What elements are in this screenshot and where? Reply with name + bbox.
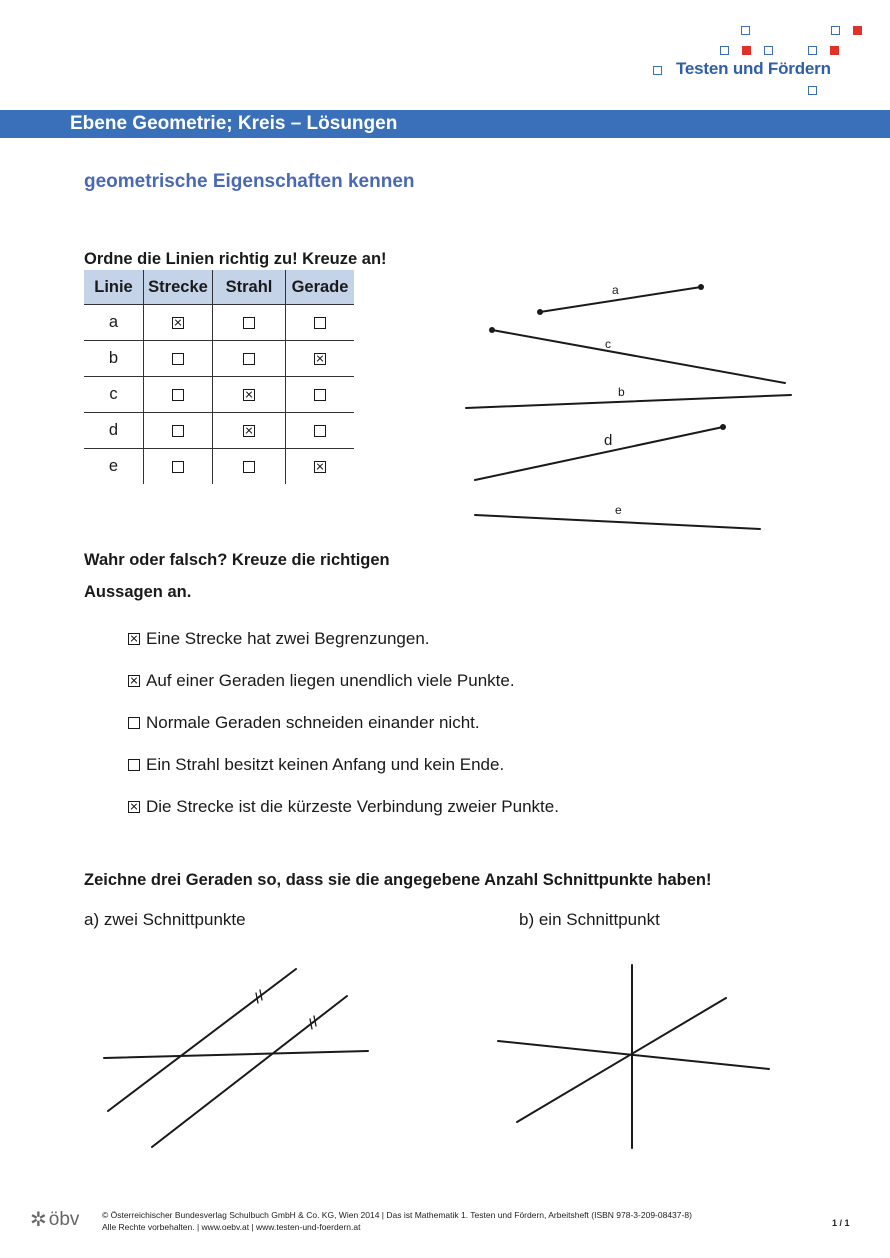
endpoint — [720, 424, 726, 430]
statement-text: Ein Strahl besitzt keinen Anfang und kein Ende. — [146, 755, 505, 774]
oebv-star-icon: ✲ — [30, 1209, 47, 1231]
page-number: 1 / 1 — [832, 1218, 850, 1228]
statement-text: Normale Geraden schneiden einander nicht. — [146, 713, 480, 732]
column-header: Strahl — [213, 270, 286, 305]
drawing-a-line — [104, 1051, 368, 1058]
line-label-cell: c — [84, 377, 144, 413]
column-header: Linie — [84, 270, 144, 305]
endpoint — [698, 284, 704, 290]
drawing-a-line — [152, 996, 347, 1147]
task3-instruction: Zeichne drei Geraden so, dass sie die angegebene Anzahl Schnittpunkte haben! — [84, 871, 712, 889]
part-a-label: a) zwei Schnittpunkte — [84, 910, 246, 929]
task2-instruction-line1: Wahr oder falsch? Kreuze die richtigen — [84, 551, 390, 569]
footer-line2: Alle Rechte vorbehalten. | www.oebv.at | www.testen-und-foerdern.at — [102, 1222, 361, 1232]
footer-brand: öbv — [48, 1208, 80, 1230]
part-b-label: b) ein Schnittpunkt — [519, 910, 660, 929]
line-label-cell: a — [84, 305, 144, 341]
drawing-b-line — [498, 1041, 769, 1069]
drawing-a-line — [108, 969, 296, 1111]
column-header: Strecke — [144, 270, 213, 305]
line-label-cell: b — [84, 341, 144, 377]
line-a — [540, 287, 701, 312]
endpoint — [537, 309, 543, 315]
statement-text: Auf einer Geraden liegen unendlich viele Punkte. — [146, 671, 515, 690]
line-a-label: a — [612, 283, 619, 297]
line-e-label: e — [615, 503, 622, 517]
footer-copyright — [102, 1209, 692, 1233]
page-title: Ebene Geometrie; Kreis – Lösungen — [70, 113, 398, 134]
statement-text: Eine Strecke hat zwei Begrenzungen. — [146, 629, 430, 648]
line-e — [475, 515, 760, 529]
column-header: Gerade — [286, 270, 355, 305]
line-b — [466, 395, 791, 408]
line-c — [492, 330, 785, 383]
page-subtitle: geometrische Eigenschaften kennen — [84, 171, 415, 192]
drawing-b-line — [517, 998, 726, 1122]
task1-instruction: Ordne die Linien richtig zu! Kreuze an! — [84, 250, 387, 268]
line-c-label: c — [605, 337, 611, 351]
line-label-cell: e — [84, 449, 144, 485]
line-d-label: d — [604, 432, 613, 449]
footer-line1: © Österreichischer Bundesverlag Schulbuch GmbH & Co. KG, Wien 2014 | Das ist Mathematik 1. Testen und Fördern, Arbeitsheft (ISBN 978-3-209-08437-8) — [102, 1210, 692, 1220]
line-d — [475, 427, 723, 480]
line-label-cell: d — [84, 413, 144, 449]
endpoint — [489, 327, 495, 333]
statement-text: Die Strecke ist die kürzeste Verbindung zweier Punkte. — [146, 797, 559, 816]
logo-text: Testen und Fördern — [676, 59, 831, 78]
task2-instruction-line2: Aussagen an. — [84, 583, 192, 601]
footer-logo — [30, 1207, 79, 1232]
line-b-label: b — [618, 385, 625, 399]
